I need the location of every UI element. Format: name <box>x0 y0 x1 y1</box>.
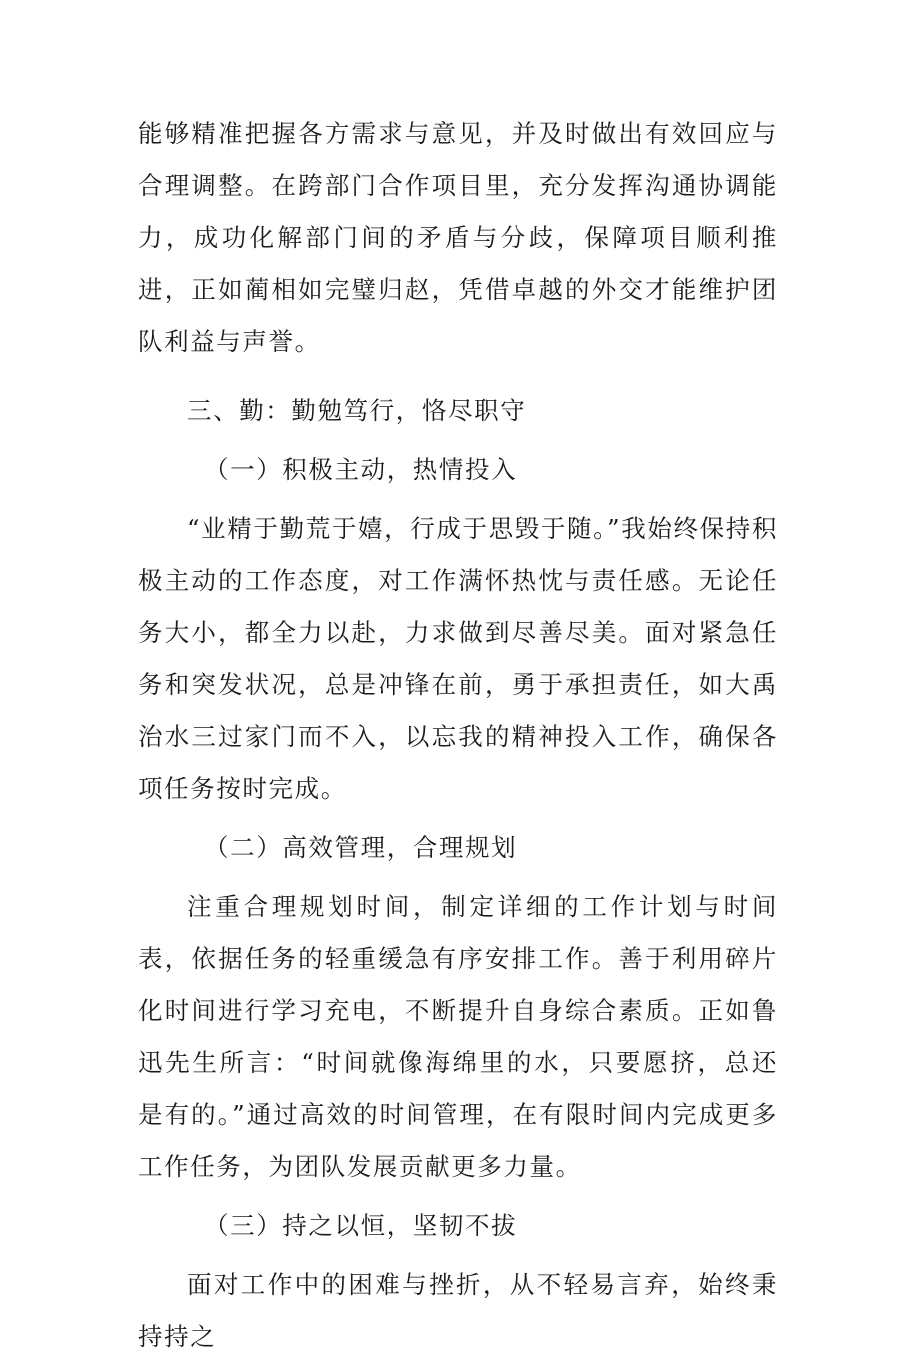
subsection-heading-efficiency: （二）高效管理，合理规划 <box>204 833 518 862</box>
paragraph-efficiency: 注重合理规划时间，制定详细的工作计划与时间表，依据任务的轻重缓急有序安排工作。善于利用碎片化时间进行学习充电，不断提升自身综合素质。正如鲁迅先生所言：“时间就像海绵里的水，只要愿挤，总还是有的。”通过高效的时间管理，在有限时间内完成更多工作任务，为团队发展贡献更多力量。 <box>138 892 778 1181</box>
paragraph-proactive: “业精于勤荒于嬉，行成于思毁于随。”我始终保持积极主动的工作态度，对工作满怀热忱与责任感。无论任务大小，都全力以赴，力求做到尽善尽美。面对紧急任务和突发状况，总是冲锋在前，勇于承担责任，如大禹治水三过家门而不入，以忘我的精神投入工作，确保各项任务按时完成。 <box>138 514 778 803</box>
section-heading-diligence: 三、勤：勤勉笃行，恪尽职守 <box>187 396 527 425</box>
subsection-heading-proactive: （一）积极主动，热情投入 <box>204 455 518 484</box>
paragraph-perseverance: 面对工作中的困难与挫折，从不轻易言弃，始终秉持持之 <box>138 1270 778 1351</box>
subsection-heading-perseverance: （三）持之以恒，坚韧不拔 <box>204 1211 518 1240</box>
document-body <box>138 108 778 1363</box>
paragraph-communication-continued: 能够精准把握各方需求与意见，并及时做出有效回应与合理调整。在跨部门合作项目里，充分发挥沟通协调能力，成功化解部门间的矛盾与分歧，保障项目顺利推进，正如蔺相如完璧归赵，凭借卓越的外交才能维护团队利益与声誉。 <box>138 119 778 356</box>
